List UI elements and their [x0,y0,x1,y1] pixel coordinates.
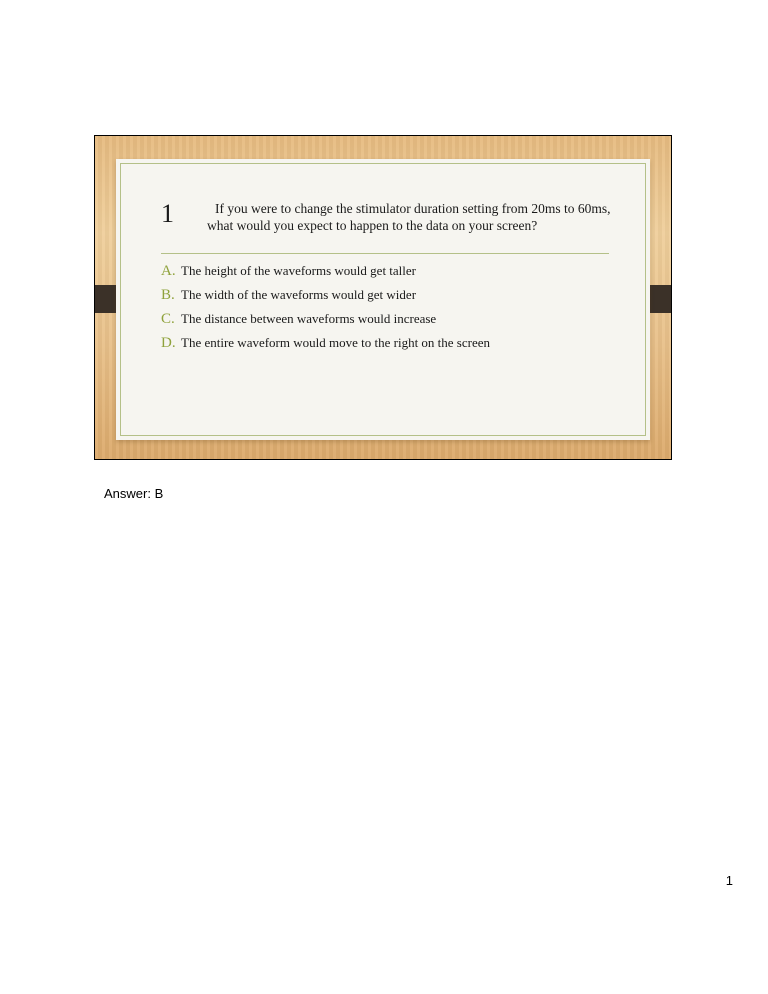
option-d-text: The entire waveform would move to the right on the screen [181,335,491,350]
option-b-text: The width of the waveforms would get wider [181,287,417,302]
page-number: 1 [725,873,733,888]
answer-note: Answer: B [104,486,164,501]
question-text: If you were to change the stimulator duration setting from 20ms to 60ms, what would you expect to happen to the data on your screen? [207,201,611,233]
options-list [161,263,490,359]
slide-thumbnail [94,135,672,460]
question-number: 1 [161,199,174,228]
option-a-text: The height of the waveforms would get taller [181,263,417,278]
option-d [161,335,490,359]
option-c-text: The distance between waveforms would increase [181,311,437,326]
option-a [161,263,490,287]
option-c [161,311,490,335]
card-border [120,163,646,436]
question-card [116,159,650,440]
option-b [161,287,490,311]
option-d-letter: D. [161,335,176,351]
option-b-letter: B. [161,287,175,303]
divider [161,253,609,254]
option-c-letter: C. [161,311,175,327]
option-a-letter: A. [161,263,176,279]
